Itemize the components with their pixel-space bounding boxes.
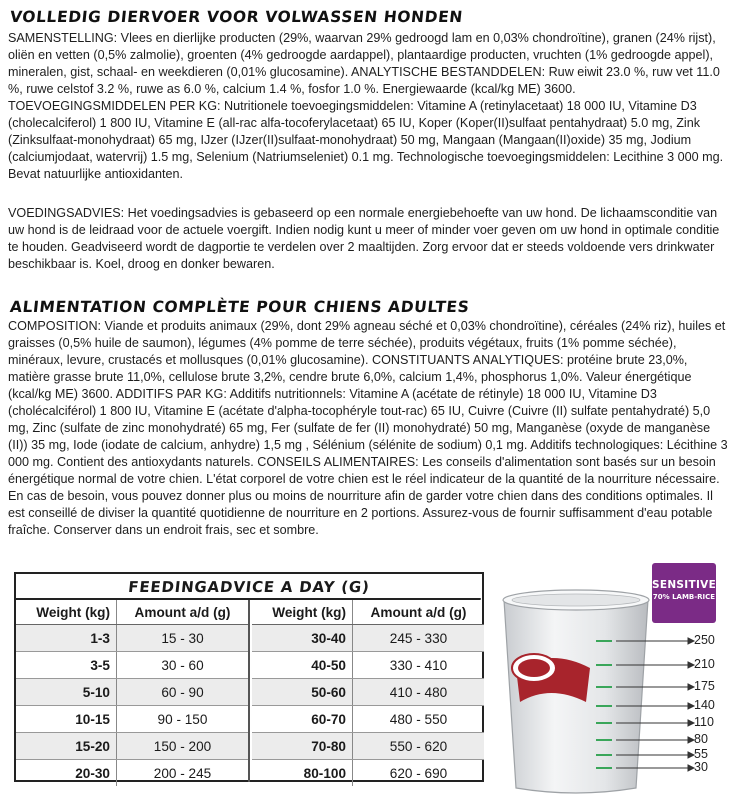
table-row xyxy=(16,625,248,652)
weight-cell: 70-80 xyxy=(252,733,353,760)
table-row xyxy=(252,679,484,706)
cup-mark-label: 210 xyxy=(694,657,715,671)
cup-mark-label: 140 xyxy=(694,698,715,712)
dutch-feeding-advice-text: VOEDINGSADVIES: Het voedingsadvies is gebaseerd op een normale energiebehoefte van uw hond. De lichaamsconditie van uw hond is de leidraad voor de actuele voergift. Indien nodig kunt u meer of minder voer geven om uw hond in optimale conditie te houden. Geadviseerd wordt de dagportie te verdelen over 2 maaltijden. Zorg ervoor dat er steeds voldoende vers drinkwater beschikbaar is. Koel, droog en donker bewaren. xyxy=(8,206,720,271)
weight-cell: 60-70 xyxy=(252,706,353,733)
table-row xyxy=(252,652,484,679)
cup-mark-label: 250 xyxy=(694,633,715,647)
measuring-cup-figure xyxy=(494,556,736,800)
feeding-table-right xyxy=(252,600,484,786)
sensitive-badge xyxy=(652,563,716,623)
cup-mark-label: 110 xyxy=(694,715,714,729)
weight-cell: 5-10 xyxy=(16,679,117,706)
weight-cell: 15-20 xyxy=(16,733,117,760)
french-heading: ALIMENTATION COMPLÈTE POUR CHIENS ADULTES xyxy=(9,298,471,316)
badge-title: SENSITIVE xyxy=(652,579,717,591)
amount-cell: 245 - 330 xyxy=(353,625,485,652)
column-header-amount: Amount a/d (g) xyxy=(117,600,249,625)
weight-cell: 10-15 xyxy=(16,706,117,733)
weight-cell: 1-3 xyxy=(16,625,117,652)
table-row xyxy=(252,625,484,652)
weight-cell: 20-30 xyxy=(75,765,110,781)
feeding-advice-table xyxy=(14,572,484,782)
weight-cell: 30-40 xyxy=(252,625,353,652)
table-row xyxy=(252,706,484,733)
column-header-weight: Weight (kg) xyxy=(252,600,353,625)
french-composition-text: COMPOSITION: Viande et produits animaux (29%, dont 29% agneau séché et 0,03% chondroïtine), céréales (24% riz), huiles et graisses (0,5% huile de saumon), légumes (4% pomme de terre séchée), produits végétaux, fruits (1% pomme séchée), minéraux, levure, crustacés et mollusques (0,01% glucosamine). CONSTITUANTS ANALYTIQUES: protéine brute 23,0%, matière grasse brute 11,0%, cellulose brute 3,2%, cendre brute 6,0%, calcium 1,4%, phosphorus 1,0%. Valeur énergétique (kcal/kg ME) 3600. ADDITIFS PAR KG: Additifs nutritionnels: Vitamine A (acétate de rétinyle) 18 000 IU, Vitamine D3 (cholécalciférol) 1 800 IU, Vitamine E (acétate d'alpha-tocophéryle tout-rac) 65 IU, Cuivre (Cuivre (II) sulfate pentahydraté) 5,0 mg, Zinc (sulfate de zinc monohydraté) 65 mg, Fer (sulfate de fer (II) monohydraté) 50 mg, Manganèse (oxyde de manganèse (II)) 35 mg, Iode (iodate de calcium, anhydre) 1,5 mg , Sélénium (sélénite de sodium) 0,1 mg. Additifs technologiques: Lécithine 3 000 mg. Contient des antioxydants naturels. CONSEILS ALIMENTAIRES: Les conseils d'alimentation sont basés sur un besoin énergétique normal de votre chien. L'état corporel de votre chien est le réel indicateur de la quantité de la nourriture nécessaire. En cas de besoin, vous pouvez donner plus ou moins de nourriture afin de garder votre chien dans des conditions optimales. Il est conseillé de diviser la quantité quotidienne de nourriture en 2 portions. Assurez-vous de fournir suffisamment d'eau potable fraîche. Conserver dans un endroit frais, sec et sombre. xyxy=(8,319,728,537)
amount-cell: 550 - 620 xyxy=(353,733,485,760)
table-row xyxy=(16,652,248,679)
column-header-weight: Weight (kg) xyxy=(16,600,117,625)
amount-cell: 15 - 30 xyxy=(117,625,249,652)
cup-mark-label: 55 xyxy=(694,747,708,761)
dutch-composition-text: SAMENSTELLING: Vlees en dierlijke producten (29%, waarvan 29% gedroogd lam en 0,03% chondroïtine), granen (24% rijst), oliën en vetten (0,5% zalmolie), groenten (4% gedroogde aardappel), plantaardige producten, vruchten (1% gedroogde appel), mineralen, gist, schaal- en weekdieren (0,01% glucosamine). ANALYTISCHE BESTANDDELEN: Ruw eiwit 23.0 %, ruw vet 11.0 %, ruwe celstof 3.2 %, ruwe as 6.0 %, calcium 1.4 %, fosfor 1.0 %. Energiewaarde (kcal/kg ME) 3600. TOEVOEGINGSMIDDELEN PER KG: Nutritionele toevoegingsmiddelen: Vitamine A (retinylacetaat) 18 000 IU, Vitamine D3 (cholecalciferol) 1 800 IU, Vitamine E (all-rac alfa-tocoferylacetaat) 65 IU, Koper (Koper(II)sulfaat pentahydraat) 5.0 mg, Zink (Zinksulfaat-monohydraat) 65 mg, IJzer (IJzer(II)sulfaat-monohydraat) 50 mg, Mangaan (Mangaan(II)oxide) 35 mg, Jodium (calciumjodaat, watervrij) 1.5 mg, Selenium (Natriumseleniet) 0.1 mg. Technologische toevoegingsmiddelen: Lecithine 3 000 mg. Bevat natuurlijke antioxidanten. xyxy=(8,31,724,181)
column-header-amount: Amount a/d (g) xyxy=(353,600,485,625)
dutch-heading: VOLLEDIG DIERVOER VOOR VOLWASSEN HONDEN xyxy=(9,8,464,26)
cup-mark-label: 175 xyxy=(694,679,715,693)
amount-cell: 30 - 60 xyxy=(117,652,249,679)
table-row xyxy=(16,706,248,733)
feeding-table-title: FEEDINGADVICE A DAY (G) xyxy=(15,574,484,600)
table-row xyxy=(16,760,248,787)
table-row xyxy=(16,733,248,760)
amount-cell: 200 - 245 xyxy=(117,760,249,787)
amount-cell: 150 - 200 xyxy=(117,733,249,760)
table-row xyxy=(252,733,484,760)
amount-cell: 480 - 550 xyxy=(353,706,485,733)
badge-subtitle: 70% LAMB-RICE xyxy=(652,593,716,601)
weight-cell: 40-50 xyxy=(252,652,353,679)
table-divider xyxy=(248,600,250,782)
cup-mark-label: 80 xyxy=(694,732,708,746)
weight-cell: 3-5 xyxy=(16,652,117,679)
cup-mark-label: 30 xyxy=(694,760,708,774)
amount-cell: 90 - 150 xyxy=(117,706,249,733)
feeding-table-left xyxy=(16,600,248,786)
amount-cell: 620 - 690 xyxy=(353,760,485,787)
amount-cell: 330 - 410 xyxy=(353,652,485,679)
table-row xyxy=(252,760,484,787)
table-row xyxy=(16,679,248,706)
amount-cell: 60 - 90 xyxy=(117,679,249,706)
weight-cell: 50-60 xyxy=(252,679,353,706)
amount-cell: 410 - 480 xyxy=(353,679,485,706)
weight-cell: 80-100 xyxy=(303,765,346,781)
